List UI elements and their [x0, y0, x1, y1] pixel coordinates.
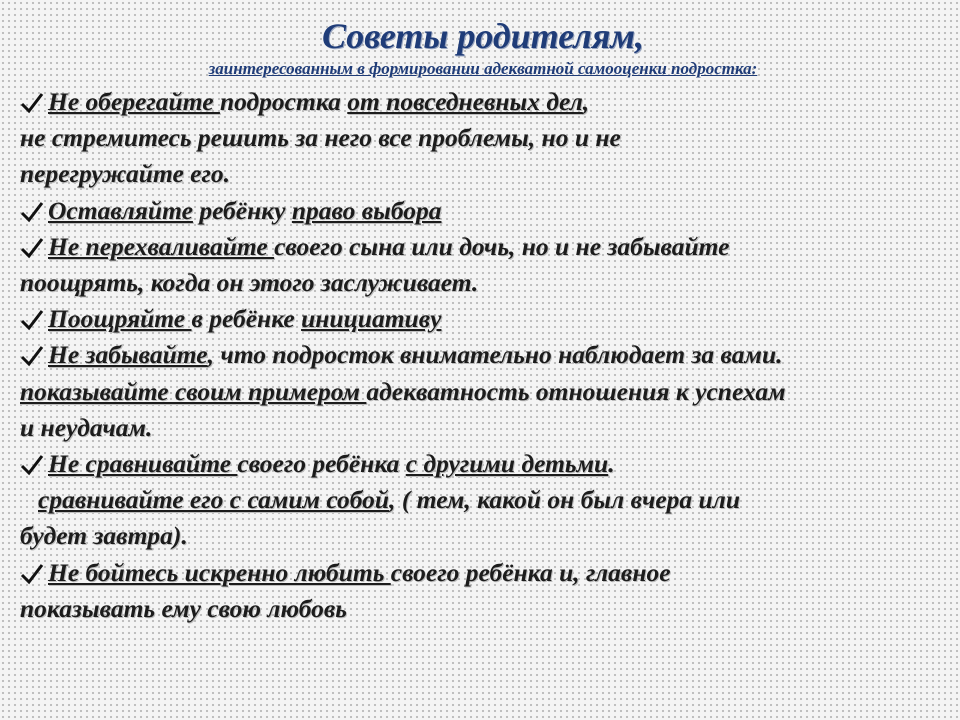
- tip-4-c: инициативу: [301, 304, 442, 334]
- tip-5-a: Не забывайте: [48, 340, 208, 370]
- check-icon: [20, 92, 44, 114]
- tip-5-line-2: [20, 374, 946, 410]
- tip-6-e: сравнивайте его с самим собой: [38, 485, 390, 515]
- tip-4-a: Поощряйте: [48, 304, 192, 334]
- tip-3-c: поощрять, когда он этого заслуживает.: [20, 268, 479, 298]
- tip-7-b: своего ребёнка и, главное: [390, 557, 671, 587]
- tip-5: [20, 337, 946, 446]
- check-icon: [20, 563, 44, 585]
- page-subtitle: заинтересованным в формировании адекватной самооценки подростка:: [208, 59, 758, 78]
- tip-1-d: ,: [582, 87, 590, 116]
- tip-2: [20, 193, 946, 229]
- tip-1-a: Не оберегайте: [48, 87, 220, 116]
- tip-3-a: Не перехваливайте: [48, 231, 275, 261]
- tip-6-g: будет завтра).: [20, 521, 188, 551]
- tip-4-b: в ребёнке: [191, 304, 302, 334]
- tip-1-f: перегружайте его.: [20, 159, 231, 189]
- check-icon: [20, 454, 44, 476]
- tip-5-d: адекватность отношения к успехам: [366, 376, 786, 406]
- tip-2-a: Оставляйте: [48, 195, 193, 225]
- tip-3: [20, 229, 946, 301]
- page-title: Советы родителям,: [321, 16, 645, 56]
- tip-5-e: и неудачам.: [20, 412, 153, 442]
- check-icon: [20, 309, 44, 331]
- check-icon: [20, 345, 44, 367]
- tip-1: [20, 84, 946, 193]
- check-icon: [20, 201, 44, 223]
- tip-2-c: право выбора: [291, 195, 442, 225]
- tip-6-line-2: [20, 482, 946, 518]
- tip-2-b: ребёнку: [192, 195, 292, 225]
- tip-6-b: своего ребёнка: [237, 449, 406, 479]
- tip-5-b: , что подросток внимательно наблюдает за вами.: [207, 340, 783, 370]
- tip-3-b: своего сына или дочь, но и не забывайте: [274, 231, 730, 261]
- tip-1-c: от повседневных дел: [347, 87, 583, 116]
- check-icon: [20, 237, 44, 259]
- tip-1-e: не стремитесь решить за него все проблемы, но и не: [20, 123, 621, 153]
- tips-list: [20, 84, 946, 627]
- tip-7-c: показывать ему свою любовь: [20, 593, 347, 623]
- tip-7: [20, 555, 946, 627]
- tip-1-b: подростка: [219, 87, 348, 116]
- tip-6-f: , ( тем, какой он был вчера или: [389, 485, 741, 515]
- tip-7-a: Не бойтесь искренно любить: [48, 557, 391, 587]
- tip-6-c: с другими детьми: [405, 449, 609, 479]
- tip-6-d: .: [608, 449, 615, 479]
- tip-6: [20, 446, 946, 555]
- tip-4: [20, 301, 946, 337]
- tip-6-a: Не сравнивайте: [48, 449, 238, 479]
- tip-5-c: показывайте своим примером: [20, 376, 367, 406]
